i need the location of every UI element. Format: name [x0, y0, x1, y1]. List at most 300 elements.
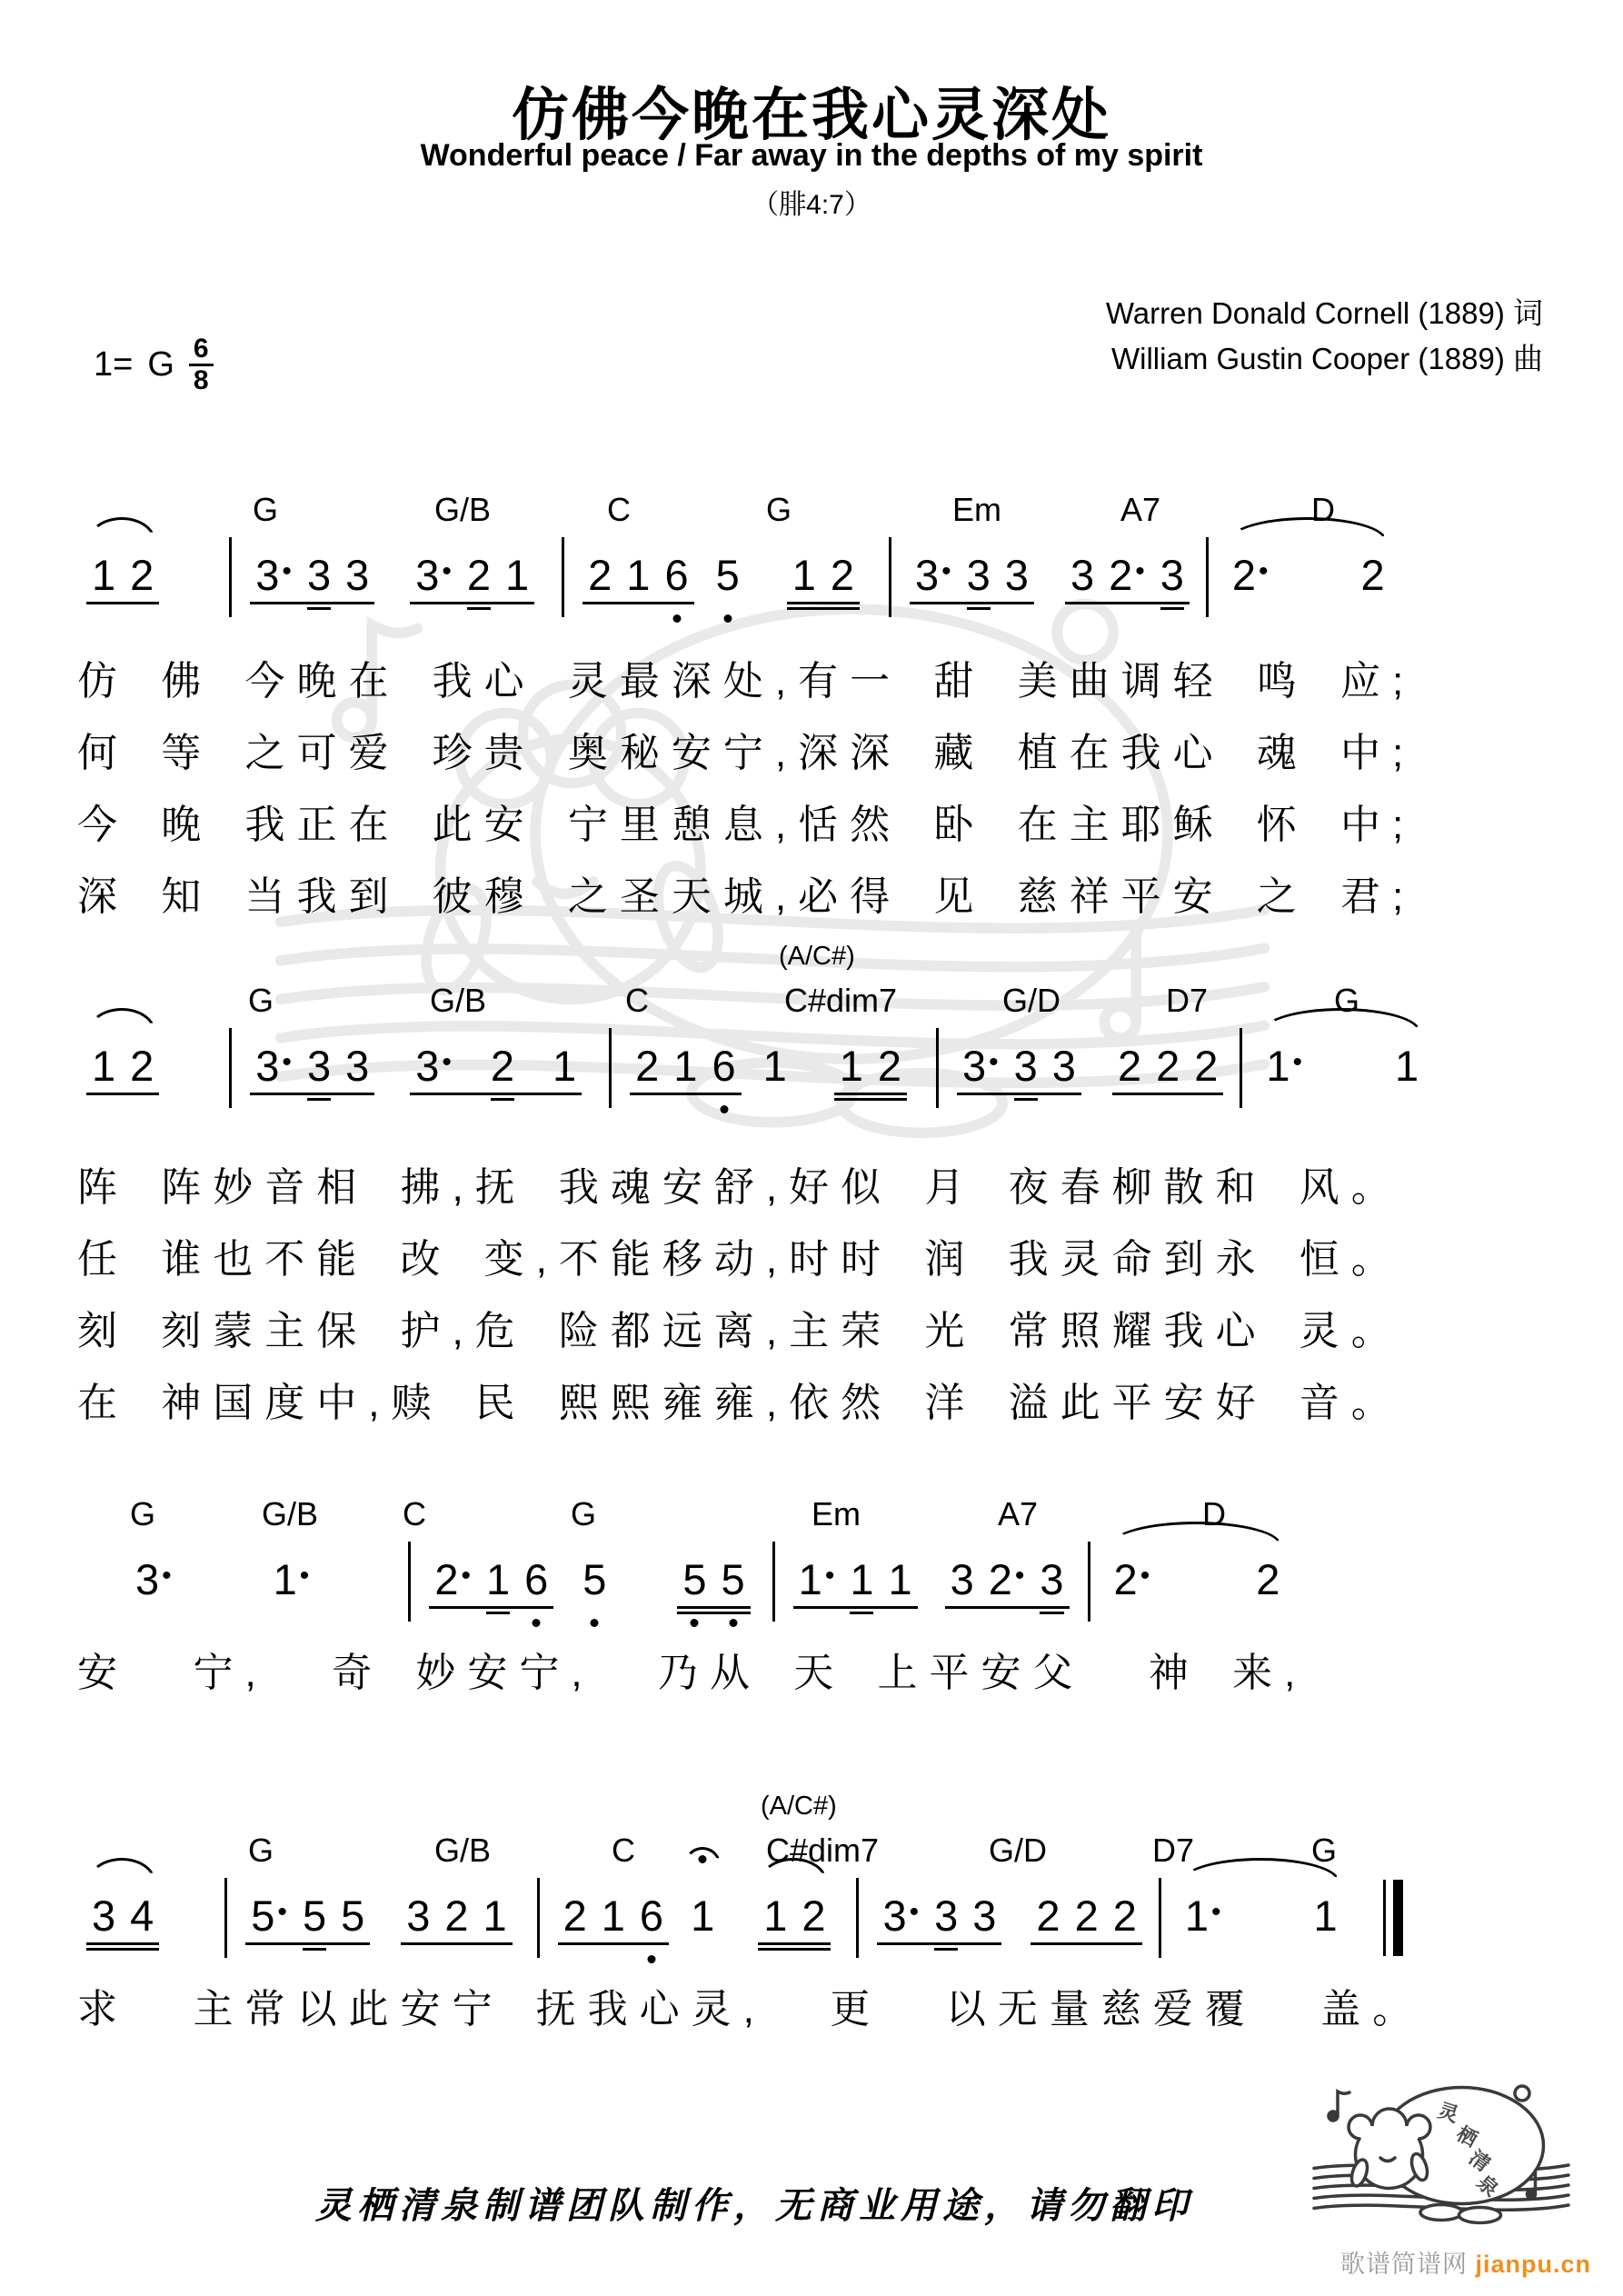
note: [460, 550, 498, 601]
note-digit: 2: [830, 551, 854, 599]
sheep-logo: [1305, 2061, 1578, 2243]
duration-dot: •: [1259, 556, 1269, 586]
beam: [677, 1612, 750, 1614]
note-digit: 3: [1013, 1042, 1038, 1090]
note: [960, 550, 998, 601]
note-digit: 1: [888, 1555, 912, 1603]
chord-label: C#dim7 (A/C#): [761, 1792, 880, 1869]
note-digit: 2: [1113, 1555, 1138, 1603]
meter-upper: 6: [189, 334, 214, 366]
note: [1032, 1554, 1070, 1605]
note-digit: 5: [341, 1892, 365, 1940]
beam: [1031, 1942, 1141, 1945]
duration-dot: •: [1140, 1561, 1150, 1591]
website-mark: [1340, 2244, 1591, 2280]
page-title: 仿佛今晚在我心灵深处: [512, 84, 1111, 147]
note-digit: 2: [1156, 1042, 1180, 1090]
duration-dot: •: [989, 1047, 999, 1077]
note-group: [408, 1041, 583, 1092]
note: [1007, 1041, 1045, 1092]
lyrics-block: [77, 1152, 1584, 1439]
note: [300, 550, 338, 601]
note: [756, 1041, 794, 1092]
note: [123, 550, 161, 601]
note: [832, 1041, 871, 1092]
lyric-line: 深 知 当我到 彼穆 之圣天城,必得 见 慈祥平安 之 君;: [77, 874, 1416, 919]
note-digit: 2: [588, 551, 612, 599]
chord-label: C: [403, 1495, 426, 1532]
note-digit: 1: [691, 1892, 715, 1940]
barline: [229, 537, 232, 617]
barline: [856, 1878, 859, 1958]
note: [1153, 550, 1191, 601]
note-group: [683, 1891, 722, 1942]
fermata: [683, 1847, 722, 1867]
note-digit: 1: [483, 1892, 507, 1940]
note: [408, 550, 460, 601]
lyric-line: 阵 阵妙音相 拂,抚 我魂安舒,好似 月 夜春柳散和 风。: [77, 1165, 1403, 1210]
key-tonic: G: [147, 345, 174, 384]
beam: [793, 1606, 918, 1609]
note: [943, 1554, 981, 1605]
beam: [957, 1093, 1081, 1095]
note-digit: 5: [721, 1555, 745, 1603]
note-digit: 1: [92, 551, 116, 599]
note: [334, 1891, 372, 1942]
note: [794, 1891, 832, 1942]
note-digit: 3: [415, 1042, 440, 1090]
note-digit: 3: [92, 1892, 116, 1940]
note-group: [85, 550, 161, 601]
note-group: [792, 1554, 920, 1605]
tie-arc: [1110, 1522, 1282, 1545]
note-group: [581, 550, 695, 601]
note-group: [785, 550, 861, 601]
note: [955, 1041, 1007, 1092]
note-digit: 2: [130, 1042, 154, 1090]
beam: [834, 1093, 907, 1095]
final-barline: [1383, 1880, 1403, 1956]
chord-label: G: [766, 491, 792, 528]
note-digit: 6: [524, 1555, 549, 1603]
duration-dot: •: [941, 556, 951, 586]
duration-dot: •: [277, 1897, 287, 1927]
chord-label: G/B: [430, 982, 487, 1019]
note: [427, 1554, 479, 1605]
note-digit: 6: [712, 1042, 736, 1090]
barline: [562, 537, 564, 617]
note: [756, 1891, 794, 1942]
note-group: [1225, 550, 1392, 601]
note: [875, 1891, 927, 1942]
note: [981, 1554, 1033, 1605]
note-digit: 3: [1070, 551, 1095, 599]
note: [338, 1041, 376, 1092]
barline: [1240, 1028, 1242, 1108]
note-digit: 3: [915, 551, 940, 599]
chord-label: D: [1311, 491, 1335, 528]
note: [842, 1554, 881, 1605]
duration-dot: •: [442, 556, 452, 586]
notation-row: [128, 1554, 1287, 1622]
note: [1101, 550, 1153, 601]
note-digit: 2: [1194, 1042, 1219, 1090]
lyric-line: 何 等 之可爱 珍贵 奥秘安宁,深深 藏 植在我心 魂 中;: [77, 731, 1416, 775]
note-digit: 3: [962, 1042, 987, 1090]
beam: [787, 607, 860, 610]
note-digit: 1: [763, 1892, 788, 1940]
lyric-line: 求 主常以此安宁 抚我心灵, 更 以无量慈爱覆 盖。: [77, 1987, 1425, 2031]
note-digit: 3: [345, 1042, 370, 1090]
key-prefix: 1=: [94, 345, 134, 384]
note-digit: 3: [345, 551, 370, 599]
note-group: [128, 1554, 180, 1605]
note-digit: 2: [1112, 1892, 1137, 1940]
note-group: [248, 1041, 376, 1092]
note-group: [244, 1891, 372, 1942]
duration-dot: •: [824, 1561, 835, 1591]
note-digit: 5: [715, 551, 740, 599]
chord-label: D: [1202, 1495, 1226, 1532]
beam: [677, 1606, 750, 1609]
note: [85, 550, 123, 601]
note-digit: 1: [673, 1042, 698, 1090]
note-group: [399, 1891, 513, 1942]
note: [594, 1891, 632, 1942]
chord-label: Em: [952, 491, 1001, 528]
beam: [910, 602, 1034, 604]
note-digit: 2: [1074, 1892, 1099, 1940]
note-group: [85, 1891, 161, 1942]
note-group: [1259, 1041, 1426, 1092]
note-group: [675, 1554, 752, 1605]
note: [399, 1891, 437, 1942]
note: [1045, 1041, 1083, 1092]
note-digit: 1: [792, 551, 816, 599]
note-digit: 2: [1109, 551, 1133, 599]
beam: [245, 1942, 370, 1945]
note: [437, 1891, 475, 1942]
lyric-line: 任 谁也不能 改 变,不能移动,时时 润 我灵命到永 恒。: [77, 1237, 1403, 1282]
lyrics-block: [77, 1973, 1584, 2045]
beam: [429, 1606, 553, 1609]
lyricist-credit: Warren Donald Cornell (1889) 词: [1105, 296, 1543, 330]
final-barline-thick: [1393, 1880, 1403, 1956]
note: [1063, 550, 1101, 601]
chord-label: G/B: [434, 1832, 492, 1869]
note: [1149, 1041, 1187, 1092]
note-group: [709, 550, 747, 601]
note-digit: 3: [1004, 551, 1029, 599]
note: [266, 1554, 318, 1605]
lyric-line: 在 神国度中,赎 民 熙熙雍雍,依然 洋 溢此平安好 音。: [77, 1381, 1403, 1425]
note-digit: 1: [1266, 1042, 1290, 1090]
note-digit: 2: [1117, 1042, 1142, 1090]
credits: [1106, 291, 1543, 382]
chord-label: G: [248, 1832, 274, 1869]
note: [1068, 1891, 1106, 1942]
note-group: [1063, 550, 1191, 601]
note: [666, 1041, 704, 1092]
note: [123, 1891, 161, 1942]
note: [632, 1891, 671, 1942]
note: [1354, 550, 1392, 601]
production-note: 灵栖清泉制谱团队制作，无商业用途，请勿翻印: [315, 2184, 1193, 2227]
chord-label: C: [625, 982, 649, 1019]
note-digit: 2: [1360, 551, 1385, 599]
lyric-line: 刻 刻蒙主保 护,危 险都远离,主荣 光 常照耀我心 灵。: [77, 1309, 1403, 1353]
note: [1187, 1041, 1225, 1092]
note: [244, 1891, 295, 1942]
beam: [834, 1098, 907, 1101]
slur-arc: [88, 1858, 155, 1882]
note-digit: 5: [302, 1892, 327, 1940]
note: [1388, 1041, 1426, 1092]
note: [479, 1554, 517, 1605]
chord-label: G: [1311, 1832, 1338, 1869]
beam: [582, 602, 693, 604]
note-digit: 2: [988, 1555, 1012, 1603]
note-group: [427, 1554, 555, 1605]
chord-label: G: [253, 491, 279, 528]
note: [1107, 1554, 1159, 1605]
beam: [86, 1948, 159, 1951]
chord-label: C#dim7 (A/C#): [779, 942, 898, 1019]
note-digit: 2: [563, 1892, 587, 1940]
note-digit: 2: [444, 1892, 469, 1940]
barline: [1088, 1542, 1090, 1622]
note-group: [556, 1891, 671, 1942]
note: [792, 1554, 843, 1605]
note-digit: 5: [582, 1555, 607, 1603]
note: [965, 1891, 1003, 1942]
note: [785, 550, 823, 601]
beam: [250, 1093, 374, 1095]
note: [1106, 1891, 1144, 1942]
lyric-line: 安 宁, 奇 妙安宁, 乃从 天 上平安父 神 来,: [77, 1651, 1308, 1695]
note-group: [575, 1554, 613, 1605]
note-digit: 1: [1184, 1892, 1209, 1940]
note: [545, 1041, 583, 1092]
note-digit: 1: [1395, 1042, 1419, 1090]
note-group: [943, 1554, 1071, 1605]
chord-label: A7: [1120, 491, 1161, 528]
note-digit: 2: [802, 1892, 826, 1940]
note: [128, 1554, 180, 1605]
duration-dot: •: [442, 1047, 452, 1077]
key-signature: [94, 334, 214, 395]
note: [1225, 550, 1277, 601]
meter-lower: 8: [193, 365, 209, 395]
notation-row: [85, 1891, 1403, 1958]
website-domain: jianpu.cn: [1475, 2251, 1591, 2278]
note-digit: 3: [882, 1892, 907, 1940]
note: [517, 1554, 555, 1605]
note-group: [1029, 1891, 1143, 1942]
chord-label: G/D: [1002, 982, 1061, 1019]
note: [85, 1041, 123, 1092]
note-digit: 3: [255, 551, 280, 599]
beam: [945, 1606, 1070, 1609]
page-subtitle: Wonderful peace / Far away in the depths of my spirit: [420, 138, 1203, 173]
note: [498, 550, 536, 601]
lyric-line: 今 晚 我正在 此安 宁里憩息,恬然 卧 在主耶稣 怀 中;: [77, 803, 1416, 847]
note-group: [628, 1041, 742, 1092]
note-digit: 1: [485, 1555, 511, 1603]
note: [927, 1891, 965, 1942]
note-digit: 1: [601, 1892, 625, 1940]
notation-row: [85, 1041, 1426, 1108]
note-digit: 3: [1051, 1042, 1076, 1090]
note-digit: 2: [434, 1555, 459, 1603]
note-digit: 2: [635, 1042, 660, 1090]
beam: [86, 1093, 159, 1095]
note: [295, 1891, 334, 1942]
barline: [936, 1028, 939, 1108]
note-digit: 2: [1036, 1892, 1060, 1940]
note-digit: 3: [934, 1892, 959, 1940]
duration-dot: •: [909, 1897, 920, 1927]
note-digit: 3: [255, 1042, 280, 1090]
beam: [877, 1942, 1001, 1945]
barline: [609, 1028, 612, 1108]
note: [714, 1554, 752, 1605]
note-digit: 3: [415, 551, 440, 599]
beam: [558, 1942, 669, 1945]
note-group: [1178, 1891, 1345, 1942]
note: [709, 550, 747, 601]
note: [1178, 1891, 1230, 1942]
beam: [787, 602, 860, 604]
logo-char-2: 栖: [1452, 2121, 1481, 2151]
beam: [410, 1093, 582, 1095]
beam: [1112, 1093, 1223, 1095]
chord-label: G: [130, 1495, 156, 1532]
note-group: [756, 1041, 794, 1092]
note: [1307, 1891, 1345, 1942]
lyrics-block: [77, 1637, 1584, 1709]
duration-dot: •: [162, 1561, 172, 1591]
duration-dot: •: [299, 1561, 310, 1591]
note: [1259, 1041, 1310, 1092]
barline: [408, 1542, 411, 1622]
note: [581, 550, 619, 601]
slur-arc: [88, 517, 155, 541]
scripture-reference: （腓4:7）: [752, 190, 871, 220]
beam: [410, 602, 534, 604]
note-digit: 3: [972, 1892, 997, 1940]
beam: [1065, 602, 1190, 604]
note-group: [955, 1041, 1083, 1092]
note: [85, 1891, 123, 1942]
note-digit: 3: [306, 551, 332, 599]
note-digit: 1: [798, 1555, 822, 1603]
note-group: [1107, 1554, 1288, 1605]
barline: [224, 1878, 227, 1958]
note-digit: 3: [950, 1555, 974, 1603]
website-name: 歌谱简谱网: [1339, 2251, 1468, 2278]
note-group: [248, 550, 376, 601]
duration-dot: •: [282, 556, 292, 586]
chord-alt-label: (A/C#): [761, 1792, 837, 1821]
note-digit: 1: [839, 1042, 863, 1090]
note: [871, 1041, 909, 1092]
notation-row: [85, 550, 1392, 617]
note-digit: 3: [135, 1555, 160, 1603]
note-digit: 1: [273, 1555, 297, 1603]
note-group: [266, 1554, 318, 1605]
note-digit: 3: [306, 1042, 332, 1090]
barline: [772, 1542, 775, 1622]
chord-label: Em: [812, 1495, 861, 1532]
duration-dot: •: [461, 1561, 471, 1591]
logo-char-3: 清: [1465, 2145, 1495, 2176]
note: [998, 550, 1036, 601]
note: [823, 550, 861, 601]
chord-label: G/B: [262, 1495, 319, 1532]
note: [556, 1891, 594, 1942]
chord-label: G: [1334, 982, 1360, 1019]
note-digit: 2: [1231, 551, 1257, 599]
duration-dot: •: [1210, 1897, 1221, 1927]
beam: [630, 1093, 741, 1095]
beam: [86, 1942, 159, 1945]
note-digit: 1: [850, 1555, 874, 1603]
note: [338, 550, 376, 601]
note-digit: 6: [664, 551, 689, 599]
note-group: [908, 550, 1036, 601]
note: [483, 1041, 522, 1092]
note-digit: 3: [1040, 1555, 1064, 1603]
note-digit: 1: [505, 551, 530, 599]
barline: [1159, 1878, 1161, 1958]
duration-dot: •: [1135, 556, 1145, 586]
note: [881, 1554, 919, 1605]
barline: [1206, 537, 1209, 617]
note-group: [832, 1041, 909, 1092]
note: [675, 1554, 713, 1605]
duration-dot: •: [282, 1047, 292, 1077]
logo-char-1: 灵: [1435, 2098, 1462, 2127]
note-digit: 2: [130, 551, 154, 599]
note-digit: 2: [877, 1042, 901, 1090]
note: [1249, 1554, 1287, 1605]
note: [575, 1554, 613, 1605]
beam: [758, 1942, 831, 1945]
note-group: [756, 1891, 832, 1942]
note-digit: 1: [762, 1042, 787, 1090]
note: [300, 1041, 338, 1092]
note: [683, 1891, 722, 1942]
chord-alt-label: (A/C#): [779, 942, 855, 971]
note-digit: 6: [639, 1892, 664, 1940]
beam: [758, 1948, 831, 1951]
barline: [229, 1028, 232, 1108]
beam: [86, 602, 159, 604]
chord-label: G/D: [989, 1832, 1048, 1869]
note: [408, 1041, 460, 1092]
time-signature: [189, 334, 214, 395]
note: [628, 1041, 666, 1092]
note: [1029, 1891, 1067, 1942]
chord-label: D7: [1166, 982, 1209, 1019]
beam: [401, 1942, 512, 1945]
note-digit: 1: [626, 551, 651, 599]
duration-dot: •: [1014, 1561, 1025, 1591]
chord-label: G/B: [434, 491, 492, 528]
note: [908, 550, 960, 601]
note: [476, 1891, 514, 1942]
